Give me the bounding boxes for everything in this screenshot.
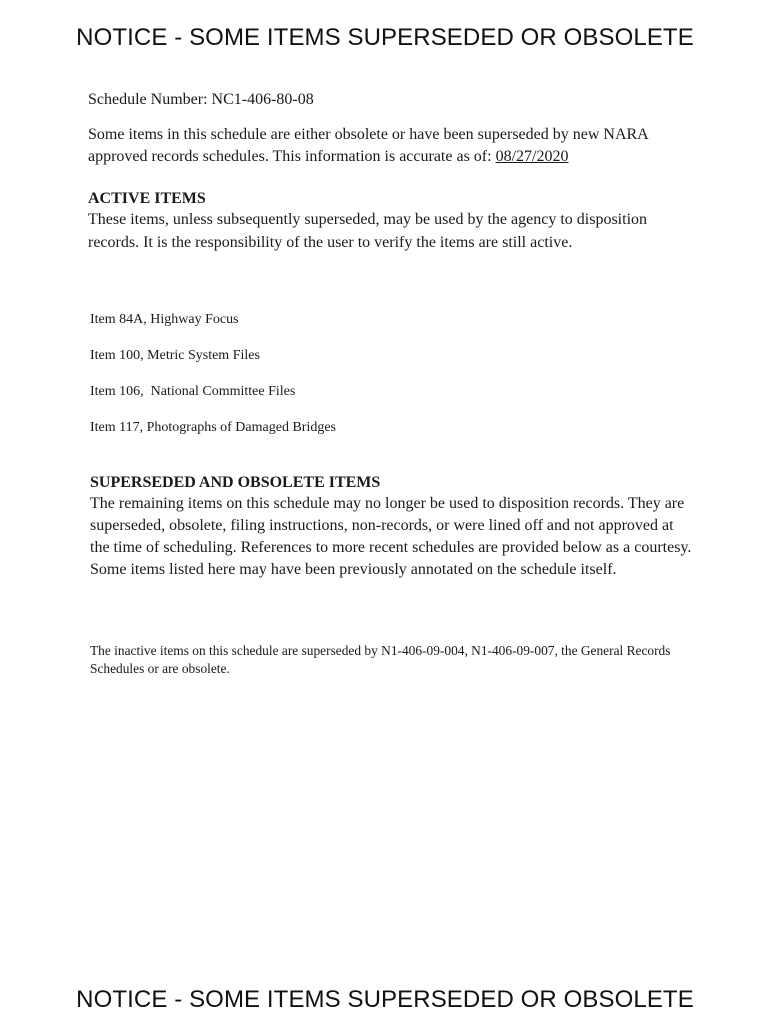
list-item: Item 100, Metric System Files	[90, 348, 260, 363]
accuracy-date: 08/27/2020	[495, 148, 569, 165]
active-items-heading: ACTIVE ITEMS	[88, 190, 206, 207]
intro-paragraph	[88, 124, 688, 168]
schedule-number: Schedule Number: NC1-406-80-08	[88, 91, 314, 108]
inactive-items-note: The inactive items on this schedule are superseded by N1-406-09-004, N1-406-09-007, the General Records Schedules or are obsolete.	[90, 643, 671, 676]
notice-banner-top: NOTICE - SOME ITEMS SUPERSEDED OR OBSOLETE	[76, 24, 694, 51]
notice-banner-bottom: NOTICE - SOME ITEMS SUPERSEDED OR OBSOLETE	[76, 986, 694, 1013]
active-items-list	[90, 310, 336, 454]
list-item: Item 106, National Committee Files	[90, 384, 296, 399]
superseded-items-heading: SUPERSEDED AND OBSOLETE ITEMS	[90, 474, 381, 491]
list-item: Item 117, Photographs of Damaged Bridges	[90, 420, 336, 435]
active-items-description: These items, unless subsequently superseded, may be used by the agency to disposition records. It is the responsibility of the user to verify the items are still active.	[88, 211, 648, 251]
list-item: Item 84A, Highway Focus	[90, 312, 239, 327]
intro-text: Some items in this schedule are either obsolete or have been superseded by new NARA approved records schedules. This information is accurate as of:	[88, 126, 648, 165]
superseded-items-description: The remaining items on this schedule may no longer be used to disposition records. They are superseded, obsolete, filing instructions, non-records, or were lined off and not approved at the time of scheduling. References to more recent schedules are provided below as a courtesy. Some items listed here may have been previously annotated on the schedule itself.	[90, 495, 692, 578]
